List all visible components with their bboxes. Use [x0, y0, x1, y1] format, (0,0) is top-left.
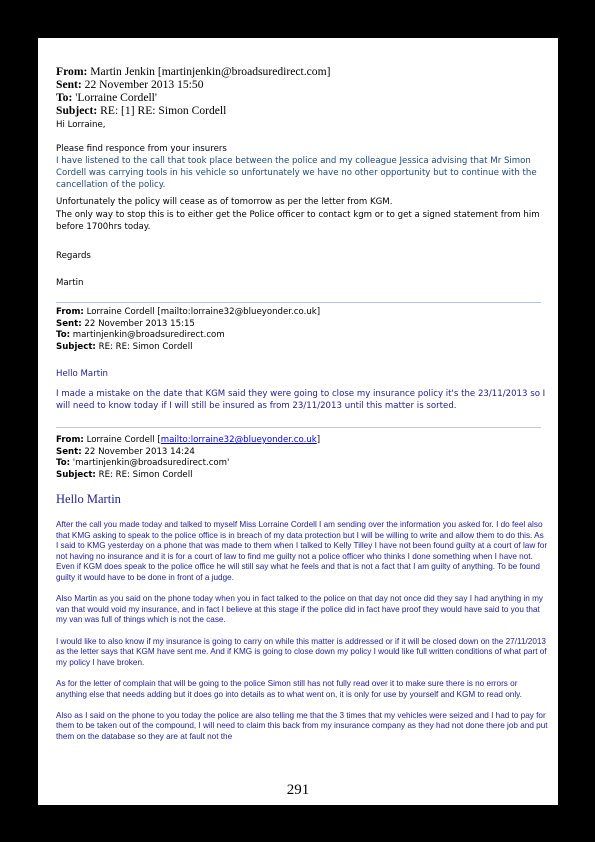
from-value: Martin Jenkin [martinjenkin@broadsuredirect.com]	[90, 65, 331, 78]
to-value: 'Lorraine Cordell'	[75, 91, 157, 104]
email3-paragraph: Also Martin as you said on the phone today when you in fact talked to the police on that day not once did they say I had anything in my van that would void my insurance, and in fact I believe at this stage if the police did in fact have proof they would have said to you that my van was full of things which is not the case.	[56, 594, 544, 625]
document-page	[38, 38, 558, 805]
page-number: 291	[286, 782, 310, 798]
email3-from-bracket: ]	[316, 435, 321, 445]
email3-from-label: From:	[56, 435, 84, 445]
email2-to-label: To:	[56, 330, 71, 341]
email3-paragraph: After the call you made today and talked to myself Miss Lorraine Cordell I am sending over the information you asked for. I do feel also that KMG asking to speak to the police office is in breach of my data protection but I will be willing to write and allow them to do this. As I said to KMG yesterday on a phone that was made to them when I talked to Kelly Tilley I have not been found guilty at a court of law for not having no insurance and it is for a court of law to find me guilty not a police officer who thinks I done something when I have not.	[56, 520, 548, 561]
email2-from-value: Lorraine Cordell [mailto:lorraine32@blueyonder.co.uk]	[86, 307, 321, 317]
email2-subject-value: RE: RE: Simon Cordell	[98, 341, 193, 352]
divider	[56, 302, 541, 303]
email1-line3: The only way to stop this is to either get the Police officer to contact kgm or to get a signed statement from him before 1700hrs today.	[56, 210, 540, 233]
to-label: To:	[56, 91, 73, 104]
email3-mailto-link[interactable]: mailto:lorraine32@blueyonder.co.uk	[160, 435, 317, 445]
email3-header	[56, 435, 320, 481]
email3-from-name: Lorraine Cordell [	[86, 435, 161, 445]
email1-regards: Regards	[56, 251, 91, 261]
email1-line1: Please find responce from your insurers	[56, 144, 227, 154]
email3-paragraph: I would like to also know if my insurance is going to carry on while this matter is addressed or if it will be closed down on the 27/11/2013 as the letter says that KGM have sent me. And if KMG is going to close down my policy I would like full written conditions of what part of my policy I have broken.	[56, 636, 547, 667]
sent-value: 22 November 2013 15:50	[84, 78, 204, 91]
email1-greeting: Hi Lorraine,	[56, 120, 106, 130]
email2-sent-value: 22 November 2013 15:15	[84, 318, 195, 329]
email3-sent-label: Sent:	[56, 446, 82, 457]
from-label: From:	[56, 65, 88, 78]
email2-from-label: From:	[56, 307, 84, 317]
email1-line2: Unfortunately the policy will cease as of tomorrow as per the letter from KGM.	[56, 197, 393, 207]
email3-greeting: Hello Martin	[56, 492, 121, 506]
email3-subject-label: Subject:	[56, 469, 96, 480]
email-header	[56, 65, 330, 117]
email3-subject-value: RE: RE: Simon Cordell	[98, 469, 193, 480]
email3-paragraph: As for the letter of complain that will be going to the police Simon still has not fully read over it to make sure there is no errors or anything else that needs adding but it does go into details as to what went on, it is only for use by yourself and KGM to read only.	[56, 678, 522, 699]
email2-header	[56, 307, 320, 353]
email2-sent-label: Sent:	[56, 318, 82, 329]
email1-signature: Martin	[56, 278, 84, 288]
email1-quote: I have listened to the call that took place between the police and my colleague Jessica advising that Mr Simon Cordell was carrying tools in his vehicle so unfortunately we have no other opportunity but to continue with the cancellation of the policy.	[56, 156, 537, 191]
email2-greeting: Hello Martin	[56, 369, 108, 379]
email3-to-value: 'martinjenkin@broadsuredirect.com'	[72, 458, 230, 469]
email2-subject-label: Subject:	[56, 341, 96, 352]
email3-body	[56, 520, 548, 753]
email3-paragraph: Even if KGM does speak to the police office he will still say what he feels and that is not a fact that I am guilty of anything. To be found guilty it would have to be done in front of a judge.	[56, 562, 540, 582]
email2-to-value: martinjenkin@broadsuredirect.com	[72, 330, 225, 341]
sent-label: Sent:	[56, 78, 82, 91]
email3-sent-value: 22 November 2013 14:24	[84, 446, 195, 457]
email3-paragraph: Also as I said on the phone to you today the police are also telling me that the 3 times that my vehicles were seized and I had to pay for them to be taken out of the compound, I will need to claim this back from my insurance company as they had not done there job and put them on the database so they are at fault not the	[56, 710, 548, 741]
subject-label: Subject:	[56, 104, 98, 117]
email2-body: I made a mistake on the date that KGM said they were going to close my insurance policy it's the 23/11/2013 so I will need to know today if I will still be insured as from 23/11/2013 until this matter is sorted.	[56, 389, 546, 412]
email3-to-label: To:	[56, 458, 71, 469]
divider	[56, 427, 541, 428]
subject-value: RE: [1] RE: Simon Cordell	[100, 104, 227, 117]
